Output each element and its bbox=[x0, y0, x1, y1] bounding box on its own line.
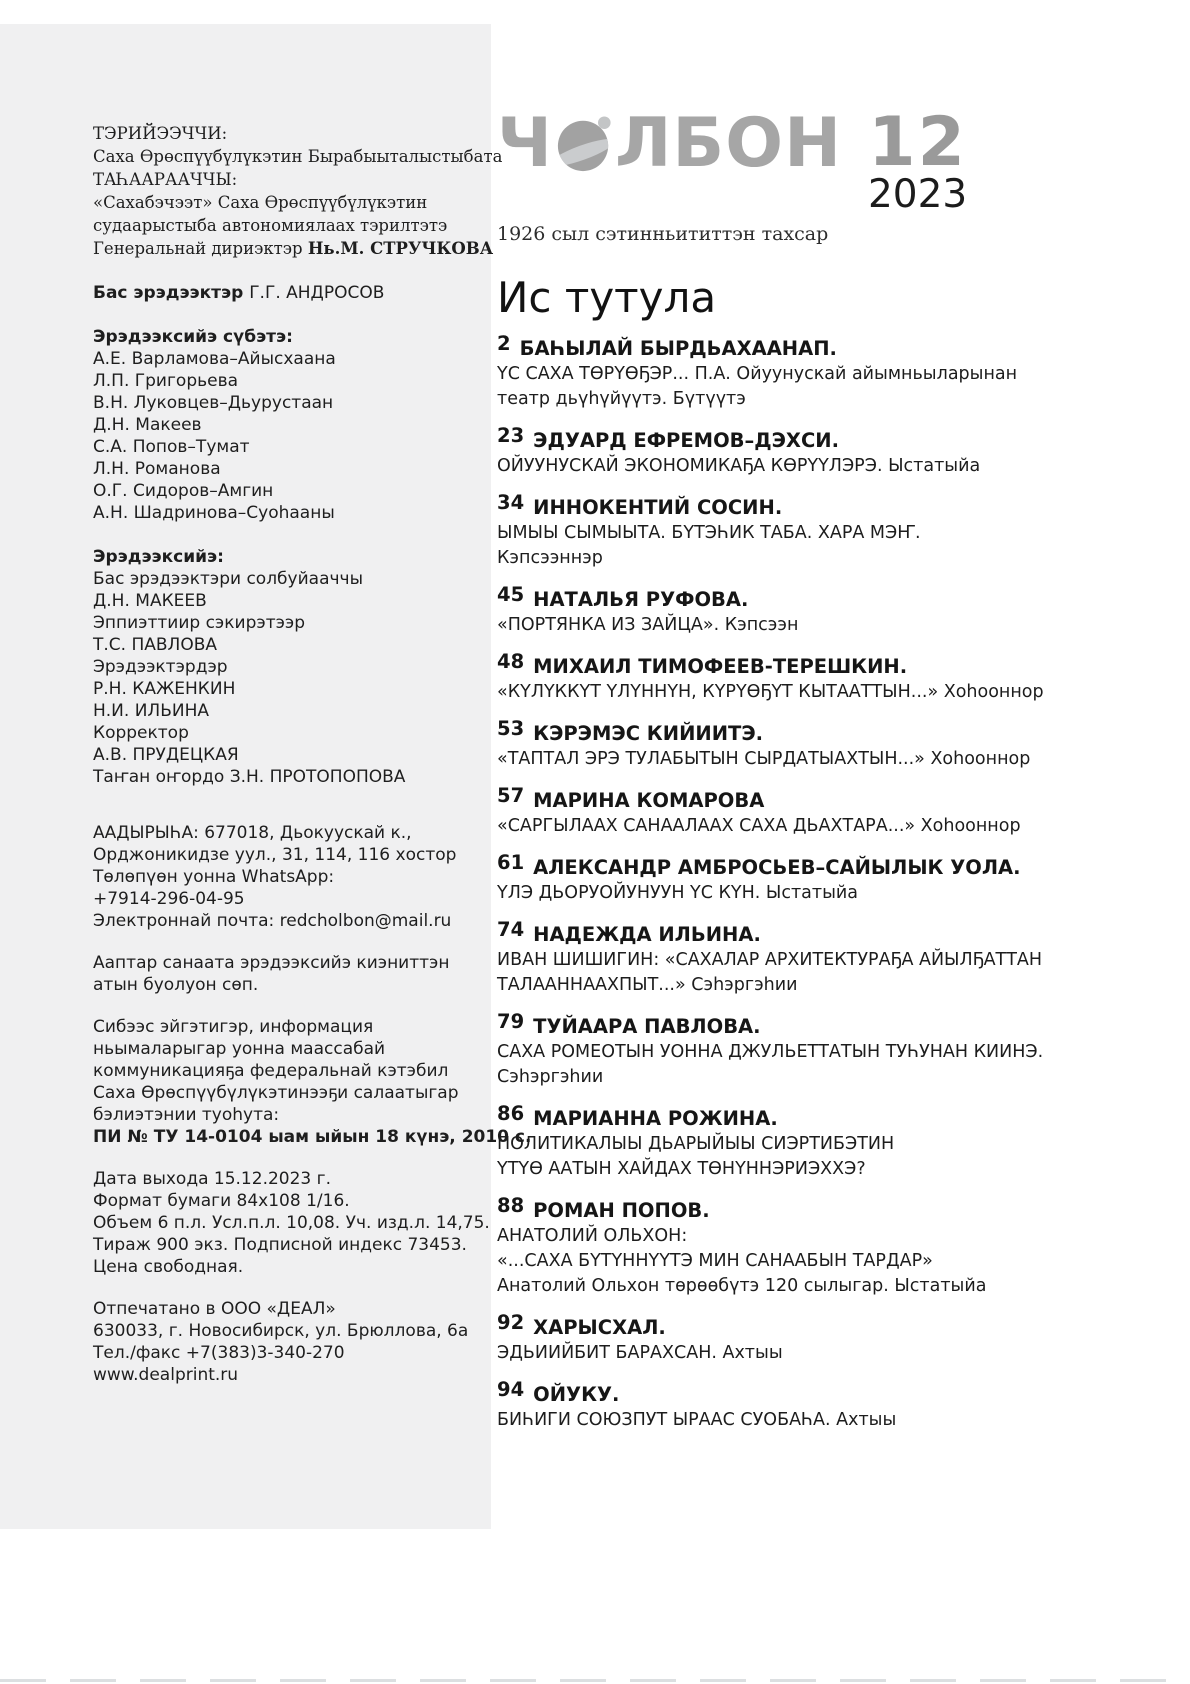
chief-editor-block bbox=[93, 282, 485, 304]
text: Сибээс эйгэтигэр, информация bbox=[93, 1017, 374, 1037]
text: Тираж 900 экз. Подписной индекс 73453. bbox=[93, 1235, 467, 1255]
toc-page-number: 86 bbox=[497, 1102, 525, 1125]
toc-description-line: ОЙУУНУСКАЙ ЭКОНОМИКАҔА КӨРҮҮЛЭРЭ. Ыстатыйа bbox=[497, 456, 981, 476]
text-line bbox=[93, 145, 503, 168]
text-line bbox=[93, 568, 485, 590]
toc-description-line: «САРГЫЛААХ САНААЛААХ САХА ДЬАХТАРА...» Хоһооннор bbox=[497, 816, 1021, 836]
toc-description-line: САХА РОМЕОТЫН УОННА ДЖУЛЬЕТТАТЫН ТУҺУНАН КИИНЭ. bbox=[497, 1042, 1044, 1062]
text: Отпечатано в ООО «ДЕАЛ» bbox=[93, 1299, 336, 1319]
text-line bbox=[93, 370, 485, 392]
text: Корректор bbox=[93, 723, 189, 743]
text-line bbox=[93, 744, 485, 766]
text-line bbox=[93, 1190, 485, 1212]
bold-text: ПИ № ТУ 14-0104 ыам ыйын 18 күнэ, 2010 с. bbox=[93, 1127, 532, 1147]
text-line bbox=[93, 634, 485, 656]
toc-entry bbox=[497, 424, 1187, 479]
text-line bbox=[93, 1212, 490, 1234]
wordmark-letters: ЛБОН bbox=[614, 104, 842, 183]
toc-entry bbox=[497, 1194, 1187, 1299]
print-info-block bbox=[93, 1168, 490, 1278]
text-line bbox=[93, 480, 485, 502]
text-line bbox=[93, 282, 485, 304]
toc-entry bbox=[497, 650, 1187, 705]
text: А.В. ПРУДЕЦКАЯ bbox=[93, 745, 239, 765]
text-line bbox=[93, 722, 485, 744]
toc-description-line: АНАТОЛИЙ ОЛЬХОН: bbox=[497, 1226, 688, 1246]
issue-number: 12 bbox=[868, 103, 967, 182]
right-column bbox=[497, 103, 1187, 1433]
toc-entries bbox=[497, 332, 1187, 1433]
text: коммуникацияҕа федеральнай кэтэбил bbox=[93, 1061, 449, 1081]
text: Р.Н. КАЖЕНКИН bbox=[93, 679, 236, 699]
toc-page-number: 34 bbox=[497, 491, 525, 514]
toc-entry-head bbox=[497, 1311, 1187, 1341]
toc-entry-head bbox=[497, 1194, 1187, 1224]
toc-description-line: Анатолий Ольхон төрөөбүтэ 120 сылыгар. Ыстатыйа bbox=[497, 1276, 987, 1296]
toc-entry-head bbox=[497, 784, 1187, 814]
text-line bbox=[93, 214, 485, 237]
bold-text: Эрэдээксийэ сүбэтэ: bbox=[93, 327, 293, 347]
text: Д.Н. МАКЕЕВ bbox=[93, 591, 207, 611]
toc-entry-head bbox=[497, 918, 1187, 948]
text-line bbox=[93, 546, 485, 568]
toc-author: ТУЙААРА ПАВЛОВА. bbox=[533, 1015, 761, 1038]
toc-author: ИННОКЕНТИЙ СОСИН. bbox=[533, 496, 783, 519]
text: Эппиэттиир сэкирэтээр bbox=[93, 613, 306, 633]
toc-entry bbox=[497, 851, 1187, 906]
toc-page-number: 2 bbox=[497, 332, 511, 355]
toc-description-line: БИҺИГИ СОЮЗПУТ ЫРААС СУОБАҺА. Ахтыы bbox=[497, 1410, 897, 1430]
text-line bbox=[93, 1256, 485, 1278]
toc-heading: Ис тутула bbox=[497, 273, 717, 322]
text: О.Г. Сидоров–Амгин bbox=[93, 481, 274, 501]
toc-entry-head bbox=[497, 650, 1187, 680]
toc-entry-head bbox=[497, 424, 1187, 454]
toc-description-line: ҮТҮӨ ААТЫН ХАЙДАХ ТӨНҮННЭРИЭХХЭ? bbox=[497, 1159, 866, 1179]
text-line bbox=[93, 678, 485, 700]
text-line bbox=[93, 168, 485, 191]
text: А.Н. Шадринова–Суоһааны bbox=[93, 503, 335, 523]
text: В.Н. Луковцев–Дьурустаан bbox=[93, 393, 334, 413]
toc-page-number: 79 bbox=[497, 1010, 525, 1033]
toc-description-line: ТАЛААННААХПЫТ...» Сэһэргэһии bbox=[497, 975, 798, 995]
text: Н.И. ИЛЬИНА bbox=[93, 701, 210, 721]
text: Саха Өрөспүүбүлүкэтин Бырабыыталыстыбата bbox=[93, 147, 503, 166]
text: ТАҺААРААЧЧЫ: bbox=[93, 170, 238, 189]
text: Эрэдээктэрдэр bbox=[93, 657, 228, 677]
toc-author: ЭДУАРД ЕФРЕМОВ–ДЭХСИ. bbox=[533, 429, 840, 452]
text: Т.С. ПАВЛОВА bbox=[93, 635, 217, 655]
text-line bbox=[93, 910, 485, 932]
text-line bbox=[93, 436, 485, 458]
text: www.dealprint.ru bbox=[93, 1365, 239, 1385]
text-line bbox=[93, 700, 485, 722]
planet-icon bbox=[555, 114, 613, 174]
disclaimer-block bbox=[93, 952, 485, 996]
text: Дата выхода 15.12.2023 г. bbox=[93, 1169, 331, 1189]
text-line bbox=[93, 844, 485, 866]
toc-page-number: 57 bbox=[497, 784, 525, 807]
text-line bbox=[93, 974, 485, 996]
text-line bbox=[93, 612, 485, 634]
text-line bbox=[93, 1298, 485, 1320]
text-line bbox=[93, 237, 494, 260]
text: бэлиэтэнии туоһута: bbox=[93, 1105, 280, 1125]
text-line bbox=[93, 822, 485, 844]
toc-entry bbox=[497, 1378, 1187, 1433]
toc-entry bbox=[497, 1010, 1187, 1090]
toc-description-line: ЭДЬИИЙБИТ БАРАХСАН. Ахтыы bbox=[497, 1343, 783, 1363]
toc-description-line: ЫМЫЫ СЫМЫЫТА. БҮТЭҺИК ТАБА. ХАРА МЭҤ. bbox=[497, 523, 921, 543]
issue-year: 2023 bbox=[867, 172, 968, 217]
toc-author: МАРИНА КОМАРОВА bbox=[533, 789, 765, 812]
toc-description-line: «...САХА БҮТҮННҮҮТЭ МИН САНААБЫН ТАРДАР» bbox=[497, 1251, 933, 1271]
text: ААДЫРЫҺА: 677018, Дьокуускай к., bbox=[93, 823, 412, 843]
toc-entry bbox=[497, 918, 1187, 998]
toc-description-line: «ПОРТЯНКА ИЗ ЗАЙЦА». Кэпсээн bbox=[497, 615, 799, 635]
toc-entry bbox=[497, 1102, 1187, 1182]
text-line bbox=[93, 458, 485, 480]
toc-entry bbox=[497, 1311, 1187, 1366]
toc-description-line: ҮЛЭ ДЬОРУОЙУНУУН ҮС КҮН. Ыстатыйа bbox=[497, 883, 858, 903]
text: ТЭРИЙЭЭЧЧИ: bbox=[93, 124, 228, 143]
text: Д.Н. Макеев bbox=[93, 415, 202, 435]
toc-author: ОЙУКУ. bbox=[533, 1383, 620, 1406]
text-line bbox=[93, 1104, 485, 1126]
text-line bbox=[93, 656, 485, 678]
text-line bbox=[93, 392, 485, 414]
toc-entry bbox=[497, 717, 1187, 772]
toc-entry-head bbox=[497, 491, 1187, 521]
text-line bbox=[93, 348, 485, 370]
text-line bbox=[93, 590, 485, 612]
text: Л.Н. Романова bbox=[93, 459, 221, 479]
text-line bbox=[93, 1126, 532, 1148]
toc-description-line: Кэпсээннэр bbox=[497, 548, 603, 568]
toc-description-line: ҮС САХА ТӨРҮӨҔЭР... П.А. Ойуунускай айымньыларынан bbox=[497, 364, 1018, 384]
text-line bbox=[93, 1168, 485, 1190]
toc-entry-head bbox=[497, 1102, 1187, 1132]
text-line bbox=[93, 1038, 485, 1060]
text-line bbox=[93, 326, 485, 348]
text-line bbox=[93, 1016, 485, 1038]
page-bottom-edge bbox=[0, 1679, 1190, 1682]
text-line bbox=[93, 888, 485, 910]
toc-description-line: театр дьүһүйүүтэ. Бүтүүтэ bbox=[497, 389, 746, 409]
text-line bbox=[93, 191, 485, 214]
toc-author: БАҺЫЛАЙ БЫРДЬАХААНАП. bbox=[519, 337, 837, 360]
bold-text: Нь.М. СТРУЧКОВА bbox=[307, 239, 494, 258]
text-line bbox=[93, 1060, 485, 1082]
text: судаарыстыба автономиялаах тэрилтэтэ bbox=[93, 216, 448, 235]
text: 630033, г. Новосибирск, ул. Брюллова, 6а bbox=[93, 1321, 469, 1341]
text: Формат бумаги 84х108 1/16. bbox=[93, 1191, 350, 1211]
toc-page-number: 45 bbox=[497, 583, 525, 606]
toc-author: РОМАН ПОПОВ. bbox=[533, 1199, 710, 1222]
text: Таҥан оҥордо З.Н. ПРОТОПОПОВА bbox=[93, 767, 406, 787]
toc-page-number: 48 bbox=[497, 650, 525, 673]
masthead-subtitle: 1926 сыл сэтинньититтэн тахсар bbox=[497, 223, 829, 245]
wordmark-letter: Ч bbox=[497, 104, 553, 183]
toc-page-number: 74 bbox=[497, 918, 525, 941]
text: Тел./факс +7(383)3-340-270 bbox=[93, 1343, 345, 1363]
text: Цена свободная. bbox=[93, 1257, 244, 1277]
text-line bbox=[93, 1320, 485, 1342]
text: Орджоникидзе уул., 31, 114, 116 хостор bbox=[93, 845, 457, 865]
toc-description-line: Сэһэргэһии bbox=[497, 1067, 604, 1087]
text: Ааптар санаата эрэдээксийэ киэниттэн bbox=[93, 953, 450, 973]
printer-block bbox=[93, 1298, 485, 1386]
text: ньымаларыгар уонна маассабай bbox=[93, 1039, 386, 1059]
text-line bbox=[93, 866, 485, 888]
bold-text: Бас эрэдээктэр bbox=[93, 283, 250, 303]
toc-entry-head bbox=[497, 717, 1187, 747]
toc-author: КЭРЭМЭС КИЙИИТЭ. bbox=[533, 722, 764, 745]
toc-description-line: ИВАН ШИШИГИН: «САХАЛАР АРХИТЕКТУРАҔА АЙЫЛҔАТТАН bbox=[497, 950, 1043, 970]
toc-page-number: 92 bbox=[497, 1311, 525, 1334]
text: +7914-296-04-95 bbox=[93, 889, 245, 909]
text-line bbox=[93, 766, 485, 788]
bold-text: Эрэдээксийэ: bbox=[93, 547, 224, 567]
toc-page-number: 88 bbox=[497, 1194, 525, 1217]
toc-page-number: 61 bbox=[497, 851, 525, 874]
text: Төлөпүөн уонна WhatsApp: bbox=[93, 867, 335, 887]
text: «Сахабэчээт» Саха Өрөспүүбүлүкэтин bbox=[93, 193, 428, 212]
text-line bbox=[93, 1234, 485, 1256]
text-line bbox=[93, 1082, 485, 1104]
text: Электроннай почта: redcholbon@mail.ru bbox=[93, 911, 452, 931]
toc-entry-head bbox=[497, 332, 1187, 362]
toc-entry bbox=[497, 784, 1187, 839]
text: Объем 6 п.л. Усл.п.л. 10,08. Уч. изд.л. 14,75. bbox=[93, 1213, 490, 1233]
toc-entry-head bbox=[497, 851, 1187, 881]
toc-description-line: «ТАПТАЛ ЭРЭ ТУЛАБЫТЫН СЫРДАТЫАХТЫН...» Хоһооннор bbox=[497, 749, 1031, 769]
toc-page-number: 23 bbox=[497, 424, 525, 447]
text: Г.Г. АНДРОСОВ bbox=[249, 283, 385, 303]
text: А.Е. Варламова–Айысхаана bbox=[93, 349, 336, 369]
toc-entry-head bbox=[497, 1010, 1187, 1040]
toc-description-line: «КҮЛҮККҮТ ҮЛҮННҮН, КҮРҮӨҔҮТ КЫТААТТЫН...» Хоһооннор bbox=[497, 682, 1044, 702]
address-block bbox=[93, 822, 485, 932]
founder-block bbox=[93, 122, 503, 260]
toc-description-line: ПОЛИТИКАЛЫЫ ДЬАРЫЙЫЫ СИЭРТИБЭТИН bbox=[497, 1134, 895, 1154]
masthead bbox=[497, 103, 1187, 217]
toc-author: НАДЕЖДА ИЛЬИНА. bbox=[533, 923, 761, 946]
toc-page-number: 94 bbox=[497, 1378, 525, 1401]
editorial-board-block bbox=[93, 326, 485, 524]
text: атын буолуон сөп. bbox=[93, 975, 259, 995]
text-line bbox=[93, 122, 485, 145]
toc-author: ХАРЫСХАЛ. bbox=[533, 1316, 666, 1339]
text-line bbox=[93, 1364, 485, 1386]
text-line bbox=[93, 502, 485, 524]
text-line bbox=[93, 414, 485, 436]
toc-entry bbox=[497, 491, 1187, 571]
toc-entry bbox=[497, 583, 1187, 638]
toc-entry bbox=[497, 332, 1187, 412]
text-line bbox=[93, 952, 485, 974]
text: С.А. Попов–Тумат bbox=[93, 437, 250, 457]
toc-page-number: 53 bbox=[497, 717, 525, 740]
toc-author: НАТАЛЬЯ РУФОВА. bbox=[533, 588, 749, 611]
text: Генеральнай дириэктэр bbox=[93, 239, 308, 258]
text: Саха Өрөспүүбүлүкэтинээҕи салаатыгар bbox=[93, 1083, 459, 1103]
issue-block bbox=[867, 103, 968, 217]
text-line bbox=[93, 1342, 485, 1364]
editorial-staff-block bbox=[93, 546, 485, 788]
toc-entry-head bbox=[497, 1378, 1187, 1408]
toc-author: МАРИАННА РОЖИНА. bbox=[533, 1107, 778, 1130]
text: Л.П. Григорьева bbox=[93, 371, 239, 391]
magazine-wordmark bbox=[497, 104, 842, 183]
toc-author: МИХАИЛ ТИМОФЕЕВ-ТЕРЕШКИН. bbox=[533, 655, 908, 678]
text: Бас эрэдээктэри солбуйааччы bbox=[93, 569, 363, 589]
toc-author: АЛЕКСАНДР АМБРОСЬЕВ–САЙЫЛЫК УОЛА. bbox=[533, 856, 1021, 879]
toc-entry-head bbox=[497, 583, 1187, 613]
